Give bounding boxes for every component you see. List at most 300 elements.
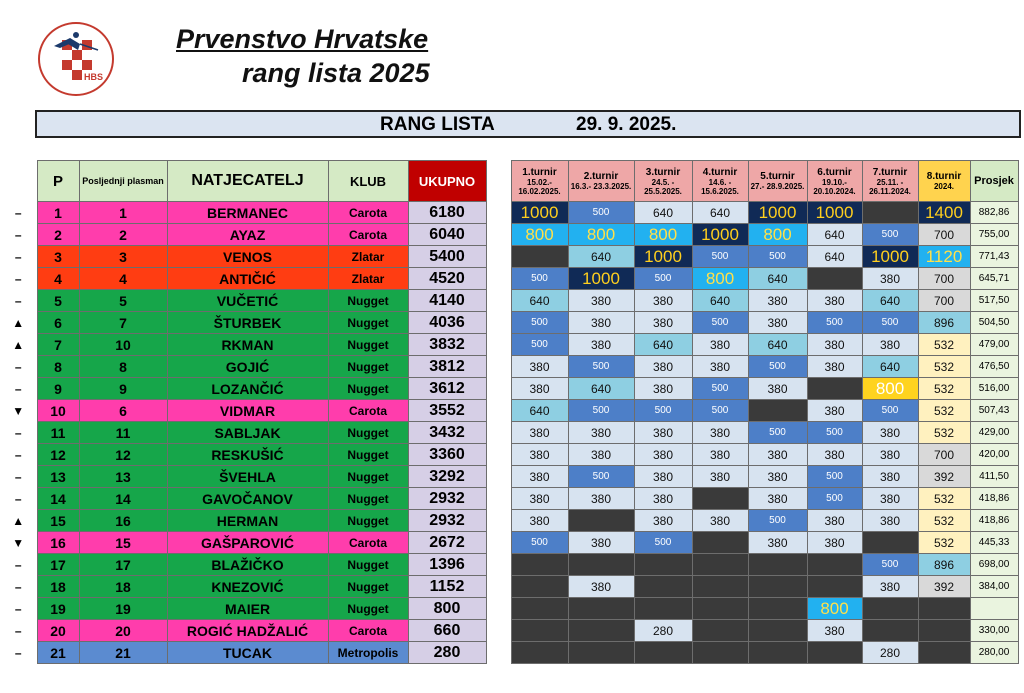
rank-cell: 16	[37, 532, 79, 554]
tournament-cell-4	[692, 488, 748, 510]
trend-indicator: –	[14, 469, 22, 484]
tournament-cell-2: 1000	[568, 268, 634, 290]
tournament-cell-4: 1000	[692, 224, 748, 246]
tournament-cell-7: 800	[862, 378, 918, 400]
club-name: Nugget	[328, 378, 408, 400]
tournament-cell-6: 500	[807, 488, 862, 510]
table-row	[0, 400, 1018, 422]
tournament-header-2	[568, 161, 634, 202]
average-cell: 330,00	[970, 620, 1018, 642]
tournament-cell-7: 380	[862, 510, 918, 532]
table-row	[0, 598, 1018, 620]
rank-cell: 5	[37, 290, 79, 312]
club-name: Metropolis	[328, 642, 408, 664]
average-cell: 411,50	[970, 466, 1018, 488]
table-row	[0, 510, 1018, 532]
club-name: Nugget	[328, 598, 408, 620]
tournament-cell-6: 500	[807, 422, 862, 444]
header-row	[0, 161, 1018, 202]
tournament-title: 2.turnir	[583, 171, 619, 182]
last-rank-cell: 8	[79, 356, 167, 378]
tournament-cell-8: 1120	[918, 246, 970, 268]
average-cell: 882,86	[970, 202, 1018, 224]
tournament-cell-4	[692, 620, 748, 642]
banner-label: RANG LISTA	[380, 114, 495, 135]
tournament-title: 6.turnir	[817, 166, 852, 178]
tournament-dates: 2024.	[933, 182, 955, 191]
tournament-cell-2	[568, 510, 634, 532]
tournament-cell-1: 1000	[511, 202, 568, 224]
last-rank-cell: 12	[79, 444, 167, 466]
tournament-dates: 24.5. - 25.5.2025.	[644, 177, 682, 196]
tournament-cell-5: 380	[748, 466, 807, 488]
tournament-cell-4	[692, 532, 748, 554]
club-name: Carota	[328, 620, 408, 642]
total-score: 2672	[408, 532, 486, 554]
tournament-cell-7: 380	[862, 334, 918, 356]
tournament-cell-1: 380	[511, 378, 568, 400]
total-score: 3360	[408, 444, 486, 466]
last-rank-cell: 14	[79, 488, 167, 510]
trend-indicator: ▲	[12, 337, 25, 352]
spacer-cell	[486, 532, 511, 554]
tournament-cell-4: 500	[692, 378, 748, 400]
trend-indicator: –	[14, 623, 22, 638]
trend-indicator: ▲	[12, 315, 25, 330]
tournament-cell-3: 380	[634, 444, 692, 466]
tournament-cell-2: 640	[568, 246, 634, 268]
col-name-header: NATJECATELJ	[167, 161, 328, 202]
player-name: MAIER	[167, 598, 328, 620]
spacer-cell	[486, 444, 511, 466]
tournament-cell-5: 640	[748, 268, 807, 290]
tournament-cell-6	[807, 576, 862, 598]
tournament-cell-7: 380	[862, 466, 918, 488]
average-cell: 516,00	[970, 378, 1018, 400]
total-score: 2932	[408, 488, 486, 510]
tournament-cell-2: 500	[568, 400, 634, 422]
tournament-cell-5: 380	[748, 488, 807, 510]
tournament-cell-8: 532	[918, 334, 970, 356]
spacer-cell	[486, 400, 511, 422]
player-name: BLAŽIČKO	[167, 554, 328, 576]
tournament-header-7	[862, 161, 918, 202]
tournament-cell-1: 380	[511, 510, 568, 532]
total-score: 3812	[408, 356, 486, 378]
table-row	[0, 532, 1018, 554]
spacer-cell	[486, 620, 511, 642]
tournament-cell-2	[568, 554, 634, 576]
tournament-dates: 14.6. - 15.6.2025.	[701, 177, 739, 196]
trend-header	[0, 161, 37, 202]
tournament-cell-2: 380	[568, 290, 634, 312]
tournament-cell-6	[807, 554, 862, 576]
trend-indicator: –	[14, 359, 22, 374]
rank-cell: 17	[37, 554, 79, 576]
total-score: 280	[408, 642, 486, 664]
table-row	[0, 356, 1018, 378]
tournament-cell-8: 700	[918, 444, 970, 466]
tournament-dates: 19.10.- 20.10.2024.	[813, 177, 856, 196]
club-name: Zlatar	[328, 268, 408, 290]
tournament-cell-7: 640	[862, 290, 918, 312]
spacer-cell	[486, 598, 511, 620]
tournament-cell-6: 500	[807, 466, 862, 488]
last-rank-cell: 5	[79, 290, 167, 312]
total-score: 3552	[408, 400, 486, 422]
table-row	[0, 554, 1018, 576]
average-cell: 418,86	[970, 488, 1018, 510]
tournament-cell-4: 380	[692, 422, 748, 444]
tournament-cell-5	[748, 554, 807, 576]
tournament-cell-8: 392	[918, 576, 970, 598]
trend-indicator: ▼	[12, 403, 25, 418]
player-name: AYAZ	[167, 224, 328, 246]
tournament-cell-7: 500	[862, 400, 918, 422]
tournament-cell-8: 896	[918, 554, 970, 576]
tournament-cell-5: 1000	[748, 202, 807, 224]
tournament-cell-1: 800	[511, 224, 568, 246]
tournament-cell-7: 500	[862, 224, 918, 246]
player-name: ROGIĆ HADŽALIĆ	[167, 620, 328, 642]
tournament-cell-8: 1400	[918, 202, 970, 224]
tournament-header-3	[634, 161, 692, 202]
tournament-cell-3	[634, 554, 692, 576]
player-name: VENOS	[167, 246, 328, 268]
spacer-cell	[486, 554, 511, 576]
tournament-cell-8	[918, 642, 970, 664]
tournament-cell-4: 380	[692, 444, 748, 466]
spacer-cell	[486, 268, 511, 290]
tournament-cell-8: 392	[918, 466, 970, 488]
average-cell: 384,00	[970, 576, 1018, 598]
tournament-dates: 27.- 28.9.2025.	[750, 182, 805, 191]
tournament-cell-3: 380	[634, 510, 692, 532]
tournament-cell-2: 500	[568, 466, 634, 488]
club-name: Carota	[328, 400, 408, 422]
tournament-cell-5: 380	[748, 290, 807, 312]
tournament-cell-5	[748, 598, 807, 620]
player-name: RKMAN	[167, 334, 328, 356]
last-rank-cell: 20	[79, 620, 167, 642]
tournament-cell-2	[568, 642, 634, 664]
spacer-cell	[486, 356, 511, 378]
table-row	[0, 290, 1018, 312]
spacer-cell	[486, 312, 511, 334]
tournament-cell-5: 800	[748, 224, 807, 246]
trend-indicator: –	[14, 447, 22, 462]
rank-cell: 14	[37, 488, 79, 510]
rank-cell: 4	[37, 268, 79, 290]
tournament-cell-6: 380	[807, 356, 862, 378]
tournament-cell-6: 380	[807, 620, 862, 642]
tournament-cell-4: 380	[692, 466, 748, 488]
tournament-cell-1: 500	[511, 268, 568, 290]
tournament-cell-1	[511, 598, 568, 620]
table-row	[0, 444, 1018, 466]
last-rank-cell: 16	[79, 510, 167, 532]
tournament-cell-3: 380	[634, 466, 692, 488]
tournament-cell-2: 800	[568, 224, 634, 246]
average-cell: 445,33	[970, 532, 1018, 554]
trend-indicator: –	[14, 381, 22, 396]
tournament-cell-2: 380	[568, 576, 634, 598]
club-name: Nugget	[328, 576, 408, 598]
tournament-cell-5: 640	[748, 334, 807, 356]
total-score: 6180	[408, 202, 486, 224]
trend-indicator: –	[14, 557, 22, 572]
tournament-cell-3: 500	[634, 268, 692, 290]
tournament-cell-7: 380	[862, 422, 918, 444]
trend-indicator: –	[14, 227, 22, 242]
tournament-cell-5	[748, 620, 807, 642]
trend-indicator: –	[14, 249, 22, 264]
tournament-cell-7: 500	[862, 554, 918, 576]
tournament-cell-3	[634, 642, 692, 664]
tournament-cell-2: 500	[568, 202, 634, 224]
spacer-cell	[486, 246, 511, 268]
tournament-cell-4: 500	[692, 246, 748, 268]
tournament-cell-3: 380	[634, 488, 692, 510]
tournament-cell-6: 380	[807, 444, 862, 466]
last-rank-cell: 2	[79, 224, 167, 246]
total-score: 3292	[408, 466, 486, 488]
tournament-cell-3	[634, 576, 692, 598]
tournament-cell-7: 1000	[862, 246, 918, 268]
spacer-cell	[486, 202, 511, 224]
trend-indicator: –	[14, 645, 22, 660]
total-score: 1152	[408, 576, 486, 598]
tournament-cell-3: 800	[634, 224, 692, 246]
average-cell: 420,00	[970, 444, 1018, 466]
trend-indicator: –	[14, 205, 22, 220]
tournament-cell-1: 500	[511, 312, 568, 334]
trend-indicator: –	[14, 579, 22, 594]
tournament-cell-2: 640	[568, 378, 634, 400]
svg-text:HBS: HBS	[84, 72, 104, 82]
tournament-cell-6: 640	[807, 224, 862, 246]
tournament-cell-8	[918, 620, 970, 642]
club-name: Nugget	[328, 422, 408, 444]
last-rank-cell: 4	[79, 268, 167, 290]
tournament-title: 1.turnir	[522, 166, 557, 178]
tournament-cell-2: 380	[568, 444, 634, 466]
tournament-cell-7: 280	[862, 642, 918, 664]
tournament-cell-1	[511, 576, 568, 598]
player-name: VIDMAR	[167, 400, 328, 422]
tournament-cell-1: 640	[511, 290, 568, 312]
page-subtitle: rang lista 2025	[242, 58, 430, 88]
tournament-header-8	[918, 161, 970, 202]
tournament-cell-3: 380	[634, 356, 692, 378]
tournament-cell-4	[692, 598, 748, 620]
total-score: 4140	[408, 290, 486, 312]
last-rank-cell: 19	[79, 598, 167, 620]
average-cell: 429,00	[970, 422, 1018, 444]
club-name: Nugget	[328, 356, 408, 378]
rank-cell: 10	[37, 400, 79, 422]
last-rank-cell: 9	[79, 378, 167, 400]
tournament-cell-3: 380	[634, 290, 692, 312]
player-name: HERMAN	[167, 510, 328, 532]
player-name: GOJIĆ	[167, 356, 328, 378]
tournament-cell-4: 380	[692, 356, 748, 378]
spacer-cell	[486, 422, 511, 444]
tournament-cell-1: 500	[511, 532, 568, 554]
trend-indicator: –	[14, 293, 22, 308]
spacer-cell	[486, 466, 511, 488]
player-name: GAŠPAROVIĆ	[167, 532, 328, 554]
tournament-header-1	[511, 161, 568, 202]
tournament-cell-5: 380	[748, 532, 807, 554]
tournament-cell-6: 1000	[807, 202, 862, 224]
club-name: Carota	[328, 202, 408, 224]
trend-indicator: –	[14, 271, 22, 286]
total-score: 6040	[408, 224, 486, 246]
tournament-cell-7: 380	[862, 576, 918, 598]
ranking-banner	[35, 110, 1021, 138]
col-club-header: KLUB	[328, 161, 408, 202]
tournament-cell-8: 532	[918, 532, 970, 554]
tournament-dates: 15.02.- 16.02.2025.	[518, 177, 561, 196]
player-name: ANTIČIĆ	[167, 268, 328, 290]
club-name: Nugget	[328, 466, 408, 488]
table-row	[0, 224, 1018, 246]
last-rank-cell: 21	[79, 642, 167, 664]
total-score: 3612	[408, 378, 486, 400]
tournament-cell-5: 380	[748, 378, 807, 400]
tournament-cell-6: 500	[807, 312, 862, 334]
tournament-cell-4: 800	[692, 268, 748, 290]
table-row	[0, 488, 1018, 510]
rank-cell: 20	[37, 620, 79, 642]
tournament-cell-7: 380	[862, 488, 918, 510]
tournament-header-4	[692, 161, 748, 202]
total-score: 3832	[408, 334, 486, 356]
club-name: Carota	[328, 532, 408, 554]
tournament-cell-8: 700	[918, 268, 970, 290]
tournament-cell-1: 380	[511, 488, 568, 510]
table-row	[0, 202, 1018, 224]
tournament-cell-6: 380	[807, 532, 862, 554]
tournament-cell-1	[511, 642, 568, 664]
tournament-cell-1: 380	[511, 422, 568, 444]
tournament-cell-6	[807, 268, 862, 290]
club-name: Nugget	[328, 444, 408, 466]
tournament-cell-5: 500	[748, 356, 807, 378]
total-score: 660	[408, 620, 486, 642]
spacer-cell	[486, 334, 511, 356]
club-name: Nugget	[328, 312, 408, 334]
tournament-cell-4	[692, 576, 748, 598]
tournament-cell-8: 532	[918, 510, 970, 532]
rank-cell: 13	[37, 466, 79, 488]
club-name: Nugget	[328, 334, 408, 356]
trend-indicator: ▲	[12, 513, 25, 528]
tournament-cell-2: 500	[568, 356, 634, 378]
page-title: Prvenstvo Hrvatske	[176, 24, 429, 54]
total-score: 4520	[408, 268, 486, 290]
tournament-cell-3: 380	[634, 378, 692, 400]
tournament-cell-5: 500	[748, 510, 807, 532]
tournament-cell-8: 532	[918, 422, 970, 444]
tournament-cell-1: 380	[511, 444, 568, 466]
tournament-cell-5	[748, 400, 807, 422]
last-rank-cell: 18	[79, 576, 167, 598]
tournament-cell-2: 380	[568, 334, 634, 356]
tournament-cell-5: 500	[748, 422, 807, 444]
average-cell: 479,00	[970, 334, 1018, 356]
tournament-cell-6	[807, 378, 862, 400]
player-name: ŠVEHLA	[167, 466, 328, 488]
hbs-emblem	[40, 24, 112, 94]
tournament-cell-3: 280	[634, 620, 692, 642]
tournament-cell-1: 640	[511, 400, 568, 422]
tournament-cell-1	[511, 620, 568, 642]
tournament-cell-4: 500	[692, 312, 748, 334]
tournament-cell-8: 532	[918, 378, 970, 400]
player-name: VUČETIĆ	[167, 290, 328, 312]
tournament-cell-4: 640	[692, 290, 748, 312]
rank-cell: 8	[37, 356, 79, 378]
tournament-cell-3: 1000	[634, 246, 692, 268]
total-score: 5400	[408, 246, 486, 268]
rank-cell: 9	[37, 378, 79, 400]
spacer-cell	[486, 488, 511, 510]
tournament-title: 8.turnir	[926, 171, 962, 182]
tournament-cell-3: 380	[634, 312, 692, 334]
tournament-cell-3: 640	[634, 202, 692, 224]
rank-cell: 6	[37, 312, 79, 334]
tournament-cell-4: 640	[692, 202, 748, 224]
club-name: Carota	[328, 224, 408, 246]
total-score: 4036	[408, 312, 486, 334]
col-avg-header: Prosjek	[970, 161, 1018, 202]
tournament-cell-7: 500	[862, 312, 918, 334]
tournament-cell-7	[862, 620, 918, 642]
tournament-cell-6: 640	[807, 246, 862, 268]
tournament-title: 4.turnir	[702, 166, 738, 178]
tournament-cell-3: 640	[634, 334, 692, 356]
player-name: KNEZOVIĆ	[167, 576, 328, 598]
player-name: TUCAK	[167, 642, 328, 664]
rank-cell: 18	[37, 576, 79, 598]
col-total-header: UKUPNO	[408, 161, 486, 202]
tournament-cell-7	[862, 202, 918, 224]
average-cell: 507,43	[970, 400, 1018, 422]
tournament-cell-5	[748, 576, 807, 598]
rank-cell: 1	[37, 202, 79, 224]
tournament-cell-2: 380	[568, 488, 634, 510]
tournament-cell-5	[748, 642, 807, 664]
col-p-header: P	[37, 161, 79, 202]
rank-cell: 12	[37, 444, 79, 466]
tournament-cell-5: 380	[748, 312, 807, 334]
spacer-cell	[486, 290, 511, 312]
tournament-cell-6: 380	[807, 510, 862, 532]
last-rank-cell: 7	[79, 312, 167, 334]
table-row	[0, 642, 1018, 664]
tournament-cell-7	[862, 598, 918, 620]
player-name: LOZANČIĆ	[167, 378, 328, 400]
trend-indicator: –	[14, 491, 22, 506]
rank-cell: 7	[37, 334, 79, 356]
last-rank-cell: 10	[79, 334, 167, 356]
player-name: SABLJAK	[167, 422, 328, 444]
last-rank-cell: 3	[79, 246, 167, 268]
tournament-cell-8: 532	[918, 400, 970, 422]
table-row	[0, 422, 1018, 444]
